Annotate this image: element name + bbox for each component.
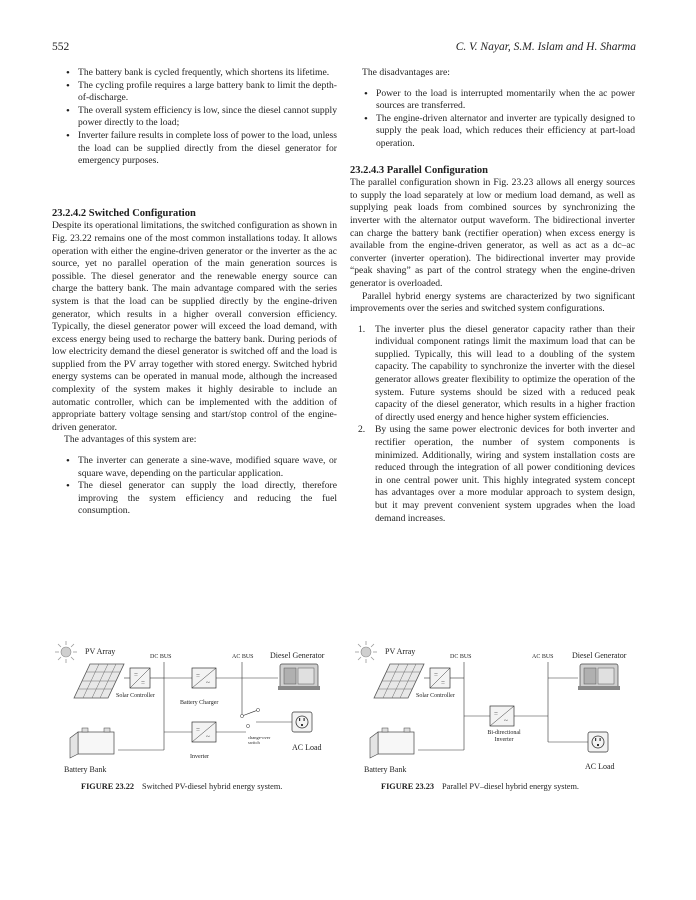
solar-controller-label: Solar Controller — [416, 693, 455, 699]
sun-icon — [55, 641, 77, 663]
list-item — [350, 324, 635, 425]
inverter-label: Inverter — [190, 754, 209, 760]
disadvantages-intro: The disadvantages are: — [362, 67, 450, 78]
bidirectional-inverter-icon — [490, 706, 514, 726]
battery-bank-label: Battery Bank — [64, 765, 107, 774]
item-number: 2. — [358, 424, 366, 436]
caption-text: Switched PV-diesel hybrid energy system. — [142, 782, 283, 791]
svg-text:=: = — [196, 672, 200, 680]
right-column — [350, 67, 635, 525]
svg-text:=: = — [434, 671, 438, 679]
ac-bus-label: AC BUS — [232, 654, 254, 660]
caption-label: FIGURE 23.22 — [81, 782, 135, 791]
figure-parallel-system — [352, 638, 640, 788]
diesel-generator-icon — [278, 664, 320, 690]
svg-text:=: = — [441, 679, 445, 687]
advantages-list — [52, 455, 337, 518]
section-heading: 23.2.4.3 Parallel Configuration — [350, 164, 488, 176]
page-number: 552 — [52, 41, 70, 53]
running-head: C. V. Nayar, S.M. Islam and H. Sharma — [455, 41, 636, 53]
item-text: By using the same power electronic devices for both inverter and rectifier operation, the number of system components is minimized. Additionally, wiring and system installation costs are reduced through the integration of all power conditioning devices in one central power unit. This highly integrated system concept has advantages over a more modular approach to system design, but it may prevent convenient system upgrades when the load demand increases. — [375, 424, 635, 524]
diesel-generator-icon — [578, 664, 620, 690]
changeover-switch-label: change-over switch — [248, 735, 271, 745]
disadvantages-list — [350, 88, 635, 151]
item-number: 1. — [358, 323, 366, 335]
solar-controller-icon — [130, 668, 150, 688]
item-text: The inverter plus the diesel generator capacity rather than their individual component ratings limit the maximum load that can be supplied. Typically, this will lead to a doubling of the system capacity. The capability to synchronize the inverter with the diesel generator allows greater flexibility to optimize the operation of the system. Future systems should be sized with a reduced peak capacity of the diesel generator, which results in a higher fraction of directly used energy and hence higher system efficiencies. — [375, 323, 635, 423]
bidirectional-inverter-label: Bi-directional Inverter — [487, 730, 521, 743]
list-item: • The diesel generator can supply the load directly, therefore improving the system efficiency and reducing the fuel consumption. — [52, 480, 337, 518]
pv-array-label: PV Array — [385, 647, 416, 656]
page-header — [52, 41, 636, 55]
list-item: • The overall system efficiency is low, since the diesel cannot supply power directly to the load; — [52, 105, 337, 130]
list-item: • The cycling profile requires a large battery bank to limit the depth-of-discharge. — [52, 80, 337, 105]
list-item — [350, 424, 635, 525]
caption-text: Parallel PV–diesel hybrid energy system. — [442, 782, 579, 791]
figure-caption — [81, 782, 282, 791]
list-item: • The inverter can generate a sine-wave, modified square wave, or square wave, depending on the particular application. — [52, 455, 337, 480]
svg-text:=: = — [134, 671, 138, 679]
dc-bus-label: DC BUS — [450, 654, 472, 660]
diesel-generator-label: Diesel Generator — [270, 651, 325, 660]
ac-load-icon — [588, 732, 608, 752]
ac-load-label: AC Load — [585, 762, 615, 771]
solar-controller-icon — [430, 668, 450, 688]
list-item: • Power to the load is interrupted momentarily when the ac power sources are transferred. — [350, 88, 635, 113]
inverter-icon — [192, 722, 216, 742]
left-column — [52, 67, 337, 518]
solar-controller-label: Solar Controller — [116, 693, 155, 699]
improvements-list — [350, 324, 635, 526]
battery-charger-label: Battery Charger — [180, 700, 219, 706]
sun-icon — [355, 641, 377, 663]
list-item: • Inverter failure results in complete loss of power to the load, unless the load can be supplied directly from the diesel generator for emergency purposes. — [52, 130, 337, 168]
pv-array-label: PV Array — [85, 647, 116, 656]
svg-text:=: = — [141, 679, 145, 687]
list-item: • The battery bank is cycled frequently, which shortens its lifetime. — [52, 67, 337, 80]
section-heading: 23.2.4.2 Switched Configuration — [52, 207, 196, 219]
ac-load-label: AC Load — [292, 743, 322, 752]
battery-bank-icon — [70, 728, 114, 758]
advantages-intro: The advantages of this system are: — [64, 434, 197, 446]
body-paragraph: The parallel configuration shown in Fig. 23.23 allows all energy sources to supply the load separately at low or medium load demand, as well as supplying peak loads from combined sources by synchronizing the inverter with the alternator output waveform. The bidirectional inverter can charge the battery bank (rectifier operation) when excess energy is available from the engine-driven generator, as well as act as a dc–ac converter (inverter operation). The bidirectional inverter may provide “peak shaving” as part of the control strategy when the engine-driven generator is overloaded. — [350, 177, 635, 289]
caption-label: FIGURE 23.23 — [381, 782, 435, 791]
battery-bank-icon — [370, 728, 414, 758]
limitations-list — [52, 67, 337, 168]
body-paragraph: Despite its operational limitations, the switched configuration as shown in Fig. 23.22 remains one of the most common installations today. It allows operation with either the engine-driven generator or the inverter as the ac source, yet no parallel operation of the main generation sources is possible. The diesel generator and the renewable energy source can charge the battery bank. The main advantage compared with the series system is that the load can be supplied directly by the engine-driven generator, which results in a higher overall conversion efficiency. Typically, the diesel generator power will exceed the load demand, with excess energy being used to recharge the battery bank. During periods of low electricity demand the diesel generator is switched off and the load is supplied from the PV array together with stored energy. Switched hybrid energy systems can be operated in manual mode, although the increased complexity of the system makes it highly desirable to include an automatic controller, which can be implemented with the addition of appropriate battery voltage sensing and start/stop control of the engine-driven generator. — [52, 220, 337, 433]
dc-bus-label: DC BUS — [150, 654, 172, 660]
svg-text:=: = — [494, 710, 498, 718]
battery-bank-label: Battery Bank — [364, 765, 407, 774]
figure-caption — [381, 782, 579, 791]
battery-charger-icon — [192, 668, 216, 688]
switch-contacts — [240, 708, 259, 727]
ac-bus-label: AC BUS — [532, 654, 554, 660]
svg-text:~: ~ — [206, 733, 210, 741]
diesel-generator-label: Diesel Generator — [572, 651, 627, 660]
ac-load-icon — [292, 712, 312, 732]
figure-switched-system — [52, 638, 340, 788]
svg-text:~: ~ — [206, 679, 210, 687]
svg-text:~: ~ — [504, 717, 508, 725]
svg-text:=: = — [196, 726, 200, 734]
body-paragraph: Parallel hybrid energy systems are characterized by two significant improvements over the series and switched system configurations. — [350, 290, 635, 315]
list-item: • The engine-driven alternator and inverter are typically designed to supply the peak load, which reduces their efficiency at part-load operation. — [350, 113, 635, 151]
